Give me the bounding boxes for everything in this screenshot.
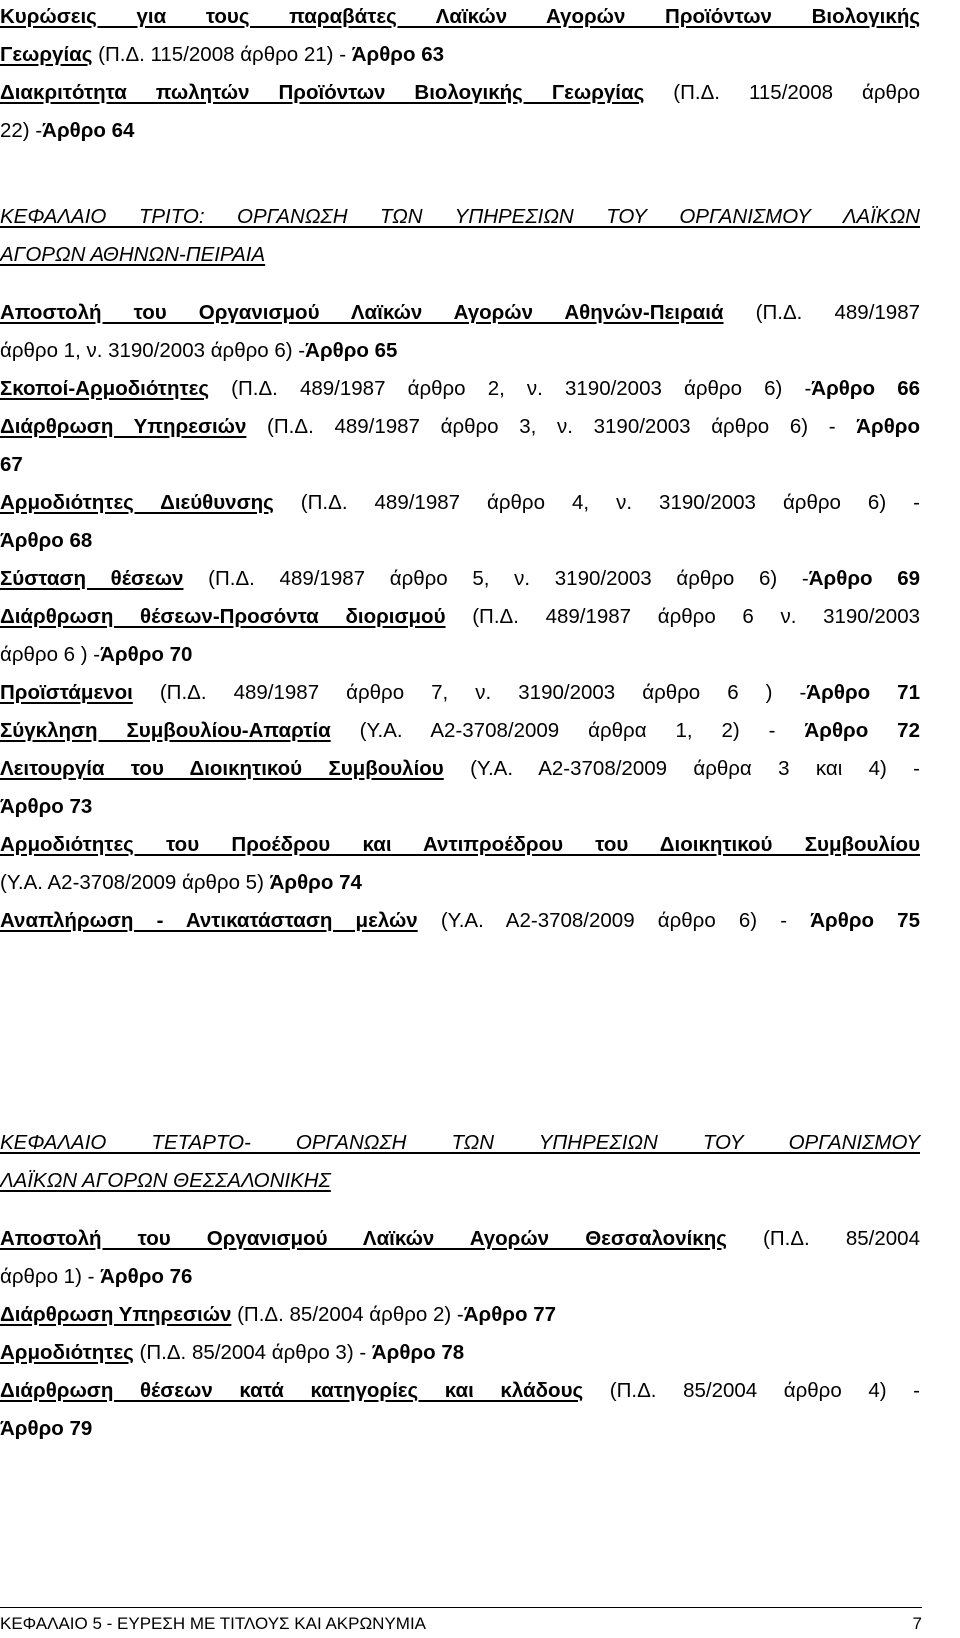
line-segment: (Υ.Α. Α2-3708/2009 άρθρο 5) [0, 871, 270, 894]
document-line [0, 1226, 920, 1252]
document-line [0, 118, 920, 144]
document-line [0, 1264, 920, 1290]
line-segment: Άρθρο 75 [810, 909, 920, 932]
line-segment: Άρθρο 71 [806, 681, 920, 704]
line-segment: Διάρθρωση Υπηρεσιών [0, 1303, 232, 1326]
document-line [0, 528, 920, 554]
document-line [0, 718, 920, 744]
line-segment: Λειτουργία του Διοικητικού Συμβουλίου [0, 757, 444, 780]
line-segment: (Π.Δ. 115/2008 άρθρο 21) - [92, 43, 352, 66]
document-line [0, 680, 920, 706]
page-number: 7 [912, 1614, 922, 1633]
line-segment: Διακριτότητα πωλητών Προϊόντων Βιολογικής Γεωργίας [0, 81, 645, 104]
document-line [0, 338, 920, 364]
document-line [0, 80, 920, 106]
line-segment: Προϊστάμενοι [0, 681, 133, 704]
line-segment: (Π.Δ. 489/1987 άρθρο 5, ν. 3190/2003 άρθρο 6) - [183, 567, 809, 590]
line-segment: Άρθρο 79 [0, 1417, 93, 1440]
line-segment: (Π.Δ. 85/2004 άρθρο 2) - [231, 1303, 464, 1326]
document-line [0, 300, 920, 326]
line-segment: Αποστολή του Οργανισμού Λαϊκών Αγορών Θεσσαλονίκης [0, 1227, 727, 1250]
line-segment: Άρθρο 74 [269, 871, 362, 894]
footer-divider [0, 1607, 922, 1608]
line-segment: άρθρο 1) - [0, 1265, 101, 1288]
line-segment: ΚΕΦΑΛΑΙΟ ΤΡΙΤΟ: ΟΡΓΑΝΩΣΗ ΤΩΝ ΥΠΗΡΕΣΙΩΝ ΤΟΥ ΟΡΓΑΝΙΣΜΟΥ ΛΑΪΚΩΝ [0, 205, 920, 228]
document-line [0, 452, 920, 478]
line-segment: Σκοποί-Αρμοδιότητες [0, 377, 210, 400]
line-segment: (Π.Δ. 85/2004 άρθρο 3) - [133, 1341, 372, 1364]
document-line [0, 242, 920, 268]
line-segment: Διάρθρωση θέσεων κατά κατηγορίες και κλάδους [0, 1379, 584, 1402]
line-segment: Αρμοδιότητες του Προέδρου και Αντιπροέδρου του Διοικητικού Συμβουλίου [0, 833, 920, 856]
line-segment: Σύγκληση Συμβουλίου-Απαρτία [0, 719, 331, 742]
line-segment: Άρθρο 68 [0, 529, 93, 552]
line-segment: (Υ.Α. Α2-3708/2009 άρθρο 6) - [417, 909, 811, 932]
document-line [0, 832, 920, 858]
line-segment: (Π.Δ. 489/1987 άρθρο 4, ν. 3190/2003 άρθρο 6) - [273, 491, 920, 514]
line-segment: (Π.Δ. 115/2008 άρθρο [644, 81, 920, 104]
line-segment: Άρθρο 77 [463, 1303, 557, 1326]
document-line [0, 1130, 920, 1156]
line-segment: Άρθρο 64 [42, 119, 135, 142]
line-segment: (Π.Δ. 85/2004 άρθρο 4) - [583, 1379, 920, 1402]
line-segment: Άρθρο 63 [351, 43, 445, 66]
line-segment: Αρμοδιότητες Διεύθυνσης [0, 491, 274, 514]
document-line [0, 1416, 920, 1442]
line-segment: Γεωργίας [0, 43, 93, 66]
line-segment: (Π.Δ. 489/1987 άρθρο 6 ν. 3190/2003 [445, 605, 921, 628]
document-line [0, 604, 920, 630]
page-footer [0, 1613, 922, 1635]
line-segment: Άρθρο 70 [100, 643, 193, 666]
line-segment: Αρμοδιότητες [0, 1341, 134, 1364]
line-segment: (Π.Δ. 489/1987 άρθρο 3, ν. 3190/2003 άρθρο 6) - [246, 415, 857, 438]
document-line [0, 1168, 920, 1194]
line-segment: Αποστολή του Οργανισμού Λαϊκών Αγορών Αθηνών-Πειραιά [0, 301, 724, 324]
line-segment: (Υ.Α. Α2-3708/2009 άρθρα 3 και 4) - [443, 757, 920, 780]
line-segment: (Π.Δ. 489/1987 άρθρο 7, ν. 3190/2003 άρθρο 6 ) - [132, 681, 807, 704]
document-line [0, 1340, 920, 1366]
document-line [0, 376, 920, 402]
document-line [0, 4, 920, 30]
line-segment: ΛΑΪΚΩΝ ΑΓΟΡΩΝ ΘΕΣΣΑΛΟΝΙΚΗΣ [0, 1169, 331, 1192]
line-segment: Αναπλήρωση - Αντικατάσταση μελών [0, 909, 418, 932]
line-segment: Άρθρο [856, 415, 921, 438]
line-segment: Άρθρο 72 [804, 719, 920, 742]
document-line [0, 1302, 920, 1328]
line-segment: ΑΓΟΡΩΝ ΑΘΗΝΩΝ-ΠΕΙΡΑΙΑ [0, 243, 266, 266]
line-segment: Διάρθρωση θέσεων-Προσόντα διορισμού [0, 605, 446, 628]
line-segment: (Π.Δ. 489/1987 άρθρο 2, ν. 3190/2003 άρθρο 6) - [209, 377, 812, 400]
line-segment: 67 [0, 453, 23, 476]
line-segment: (Π.Δ. 489/1987 [723, 301, 920, 324]
document-line [0, 908, 920, 934]
line-segment: (Π.Δ. 85/2004 [726, 1227, 920, 1250]
document-line [0, 414, 920, 440]
line-segment: ΚΕΦΑΛΑΙΟ ΤΕΤΑΡΤΟ- ΟΡΓΑΝΩΣΗ ΤΩΝ ΥΠΗΡΕΣΙΩΝ ΤΟΥ ΟΡΓΑΝΙΣΜΟΥ [0, 1131, 920, 1154]
document-line [0, 204, 920, 230]
document-line [0, 642, 920, 668]
line-segment: Άρθρο 78 [371, 1341, 465, 1364]
line-segment: (Υ.Α. Α2-3708/2009 άρθρα 1, 2) - [330, 719, 805, 742]
document-line [0, 42, 920, 68]
document-line [0, 1378, 920, 1404]
document-line [0, 794, 920, 820]
document-line [0, 870, 920, 896]
document-line [0, 490, 920, 516]
line-segment: 22) - [0, 119, 43, 142]
line-segment: Άρθρο 69 [808, 567, 921, 590]
line-segment: Σύσταση θέσεων [0, 567, 184, 590]
line-segment: Διάρθρωση Υπηρεσιών [0, 415, 247, 438]
line-segment: Άρθρο 73 [0, 795, 93, 818]
document-line [0, 756, 920, 782]
line-segment: Άρθρο 66 [811, 377, 920, 400]
footer-chapter-title: ΚΕΦΑΛΑΙΟ 5 - ΕΥΡΕΣΗ ΜΕ ΤΙΤΛΟΥΣ ΚΑΙ ΑΚΡΩΝΥΜΙΑ [0, 1614, 427, 1633]
document-line [0, 566, 920, 592]
line-segment: άρθρο 6 ) - [0, 643, 101, 666]
line-segment: Κυρώσεις για τους παραβάτες Λαϊκών Αγορών Προϊόντων Βιολογικής [0, 5, 920, 28]
line-segment: άρθρο 1, ν. 3190/2003 άρθρο 6) - [0, 339, 306, 362]
line-segment: Άρθρο 65 [305, 339, 398, 362]
line-segment: Άρθρο 76 [100, 1265, 193, 1288]
